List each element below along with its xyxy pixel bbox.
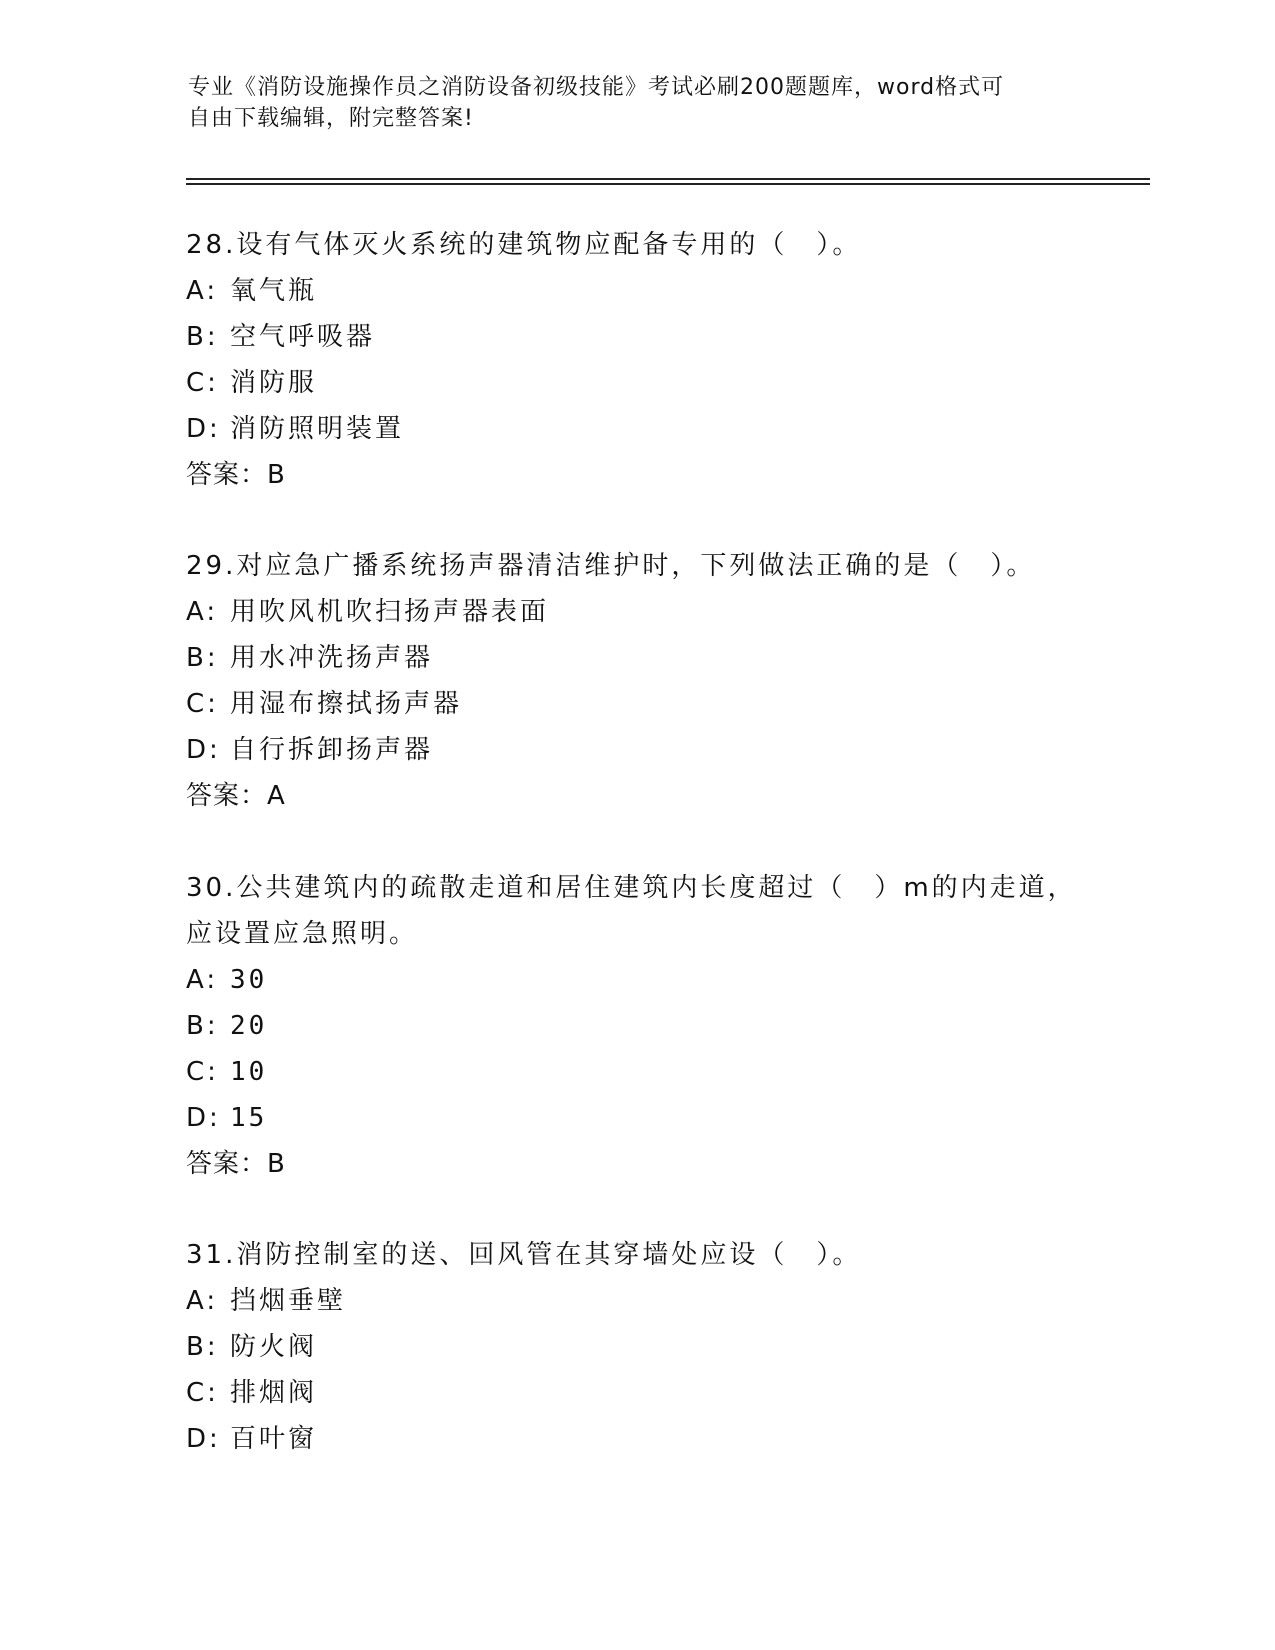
option-text: 15 — [230, 1103, 268, 1133]
option-text: 用吹风机吹扫扬声器表面 — [230, 597, 550, 627]
option-letter: C: — [186, 1057, 219, 1087]
option-text: 消防照明装置 — [230, 414, 405, 444]
option-d — [186, 406, 1086, 452]
question-31 — [186, 1232, 1086, 1462]
option-text: 挡烟垂壁 — [230, 1286, 347, 1316]
option-b — [186, 314, 1086, 360]
option-c — [186, 1370, 1086, 1416]
option-letter: C: — [186, 1378, 219, 1408]
option-text: 用湿布擦拭扬声器 — [230, 689, 463, 719]
option-b — [186, 1324, 1086, 1370]
option-text: 消防服 — [230, 368, 318, 398]
answer-line: 答案：B — [186, 1149, 286, 1179]
question-stem: 31.消防控制室的送、回风管在其穿墙处应设（ ）。 — [186, 1240, 862, 1270]
option-d — [186, 727, 1086, 773]
answer-line: 答案：A — [186, 781, 286, 811]
header-line-1: 专业《消防设施操作员之消防设备初级技能》考试必刷200题题库，word格式可 — [188, 75, 1005, 100]
option-a — [186, 268, 1086, 314]
header-divider-top — [186, 178, 1150, 180]
header-line-2: 自由下载编辑，附完整答案! — [188, 106, 474, 131]
option-text: 用水冲洗扬声器 — [230, 643, 434, 673]
option-text: 排烟阀 — [230, 1378, 318, 1408]
option-text: 自行拆卸扬声器 — [230, 735, 434, 765]
option-letter: B: — [186, 1332, 219, 1362]
option-c — [186, 360, 1086, 406]
document-header — [188, 72, 1068, 134]
answer-line: 答案：B — [186, 460, 286, 490]
question-stem: 28.设有气体灭火系统的建筑物应配备专用的（ ）。 — [186, 230, 862, 260]
option-b — [186, 1003, 1086, 1049]
option-c — [186, 1049, 1086, 1095]
question-28 — [186, 222, 1086, 498]
option-text: 防火阀 — [230, 1332, 318, 1362]
question-stem-line-2: 应设置应急照明。 — [186, 919, 419, 949]
option-a — [186, 957, 1086, 1003]
option-b — [186, 635, 1086, 681]
option-text: 10 — [230, 1057, 268, 1087]
question-30 — [186, 865, 1086, 1187]
option-text: 氧气瓶 — [230, 276, 318, 306]
option-letter: A: — [186, 1286, 219, 1316]
option-letter: D: — [186, 1424, 221, 1454]
option-text: 20 — [230, 1011, 268, 1041]
option-d — [186, 1416, 1086, 1462]
question-stem: 29.对应急广播系统扬声器清洁维护时，下列做法正确的是（ ）。 — [186, 551, 1036, 581]
option-letter: D: — [186, 735, 221, 765]
option-c — [186, 681, 1086, 727]
option-letter: B: — [186, 322, 219, 352]
option-letter: B: — [186, 1011, 219, 1041]
option-letter: C: — [186, 689, 219, 719]
option-a — [186, 589, 1086, 635]
question-stem-line-1: 30.公共建筑内的疏散走道和居住建筑内长度超过（ ）m的内走道， — [186, 873, 1077, 903]
option-text: 空气呼吸器 — [230, 322, 376, 352]
option-letter: D: — [186, 1103, 221, 1133]
option-a — [186, 1278, 1086, 1324]
question-29 — [186, 543, 1086, 819]
header-divider-bottom — [186, 183, 1150, 185]
option-letter: A: — [186, 597, 219, 627]
option-letter: A: — [186, 276, 219, 306]
option-text: 百叶窗 — [230, 1424, 318, 1454]
option-letter: B: — [186, 643, 219, 673]
option-text: 30 — [230, 965, 268, 995]
option-letter: A: — [186, 965, 219, 995]
option-letter: D: — [186, 414, 221, 444]
option-d — [186, 1095, 1086, 1141]
option-letter: C: — [186, 368, 219, 398]
